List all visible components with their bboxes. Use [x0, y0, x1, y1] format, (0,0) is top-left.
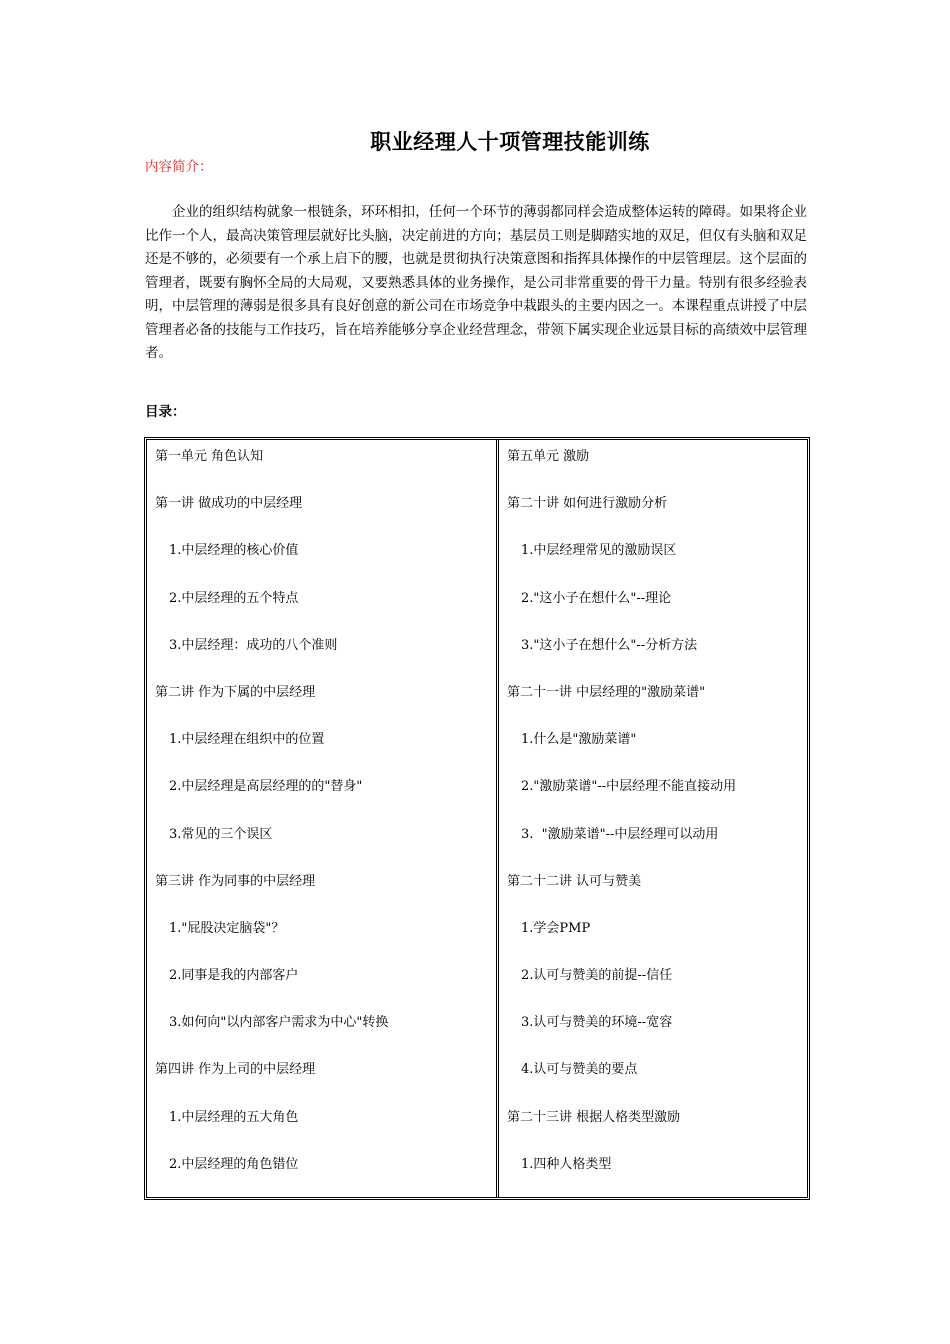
toc-column-right — [499, 440, 807, 1197]
toc-entry: 第一讲 做成功的中层经理 — [155, 496, 303, 512]
toc-entry: 3.常见的三个误区 — [169, 826, 273, 842]
toc-table — [144, 437, 810, 1200]
toc-entry: 3."这小子在想什么"--分析方法 — [521, 637, 698, 653]
toc-entry: 第一单元 角色认知 — [155, 449, 264, 464]
toc-entry: 1.中层经理常见的激励误区 — [521, 543, 677, 559]
toc-entry: 2."激励菜谱"--中层经理不能直接动用 — [521, 779, 737, 795]
toc-entry: 第二十一讲 中层经理的"激励菜谱" — [507, 684, 706, 700]
intro-paragraph: 企业的组织结构就象一根链条，环环相扣，任何一个环节的薄弱都同样会造成整体运转的障碍。如果将企业比作一个人，最高决策管理层就好比头脑，决定前进的方向；基层员工则是脚踏实地的双足，但仅有头脑和双足还是不够的，必须要有一个承上启下的腰，也就是贯彻执行决策意图和指挥具体操作的中层管理层。这个层面的管理者，既要有胸怀全局的大局观，又要熟悉具体的业务操作，是公司非常重要的骨干力量。特别有很多经验表明，中层管理的薄弱是很多具有良好创意的新公司在市场竞争中栽跟头的主要内因之一。本课程重点讲授了中层管理者必备的技能与工作技巧，旨在培养能够分享企业经营理念，带领下属实现企业远景目标的高绩效中层管理者。 — [145, 204, 807, 361]
toc-entry: 第二十讲 如何进行激励分析 — [507, 496, 668, 512]
toc-label: 目录： — [145, 404, 186, 420]
toc-entry: 1.中层经理在组织中的位置 — [169, 732, 325, 748]
toc-entry: 1.学会PMP — [521, 920, 591, 936]
toc-entry: 第二讲 作为下属的中层经理 — [155, 684, 316, 700]
toc-entry: 第五单元 激励 — [507, 449, 590, 464]
toc-entry: 2.同事是我的内部客户 — [169, 968, 299, 984]
toc-entry: 2.中层经理是高层经理的的"替身" — [169, 779, 363, 795]
toc-entry: 3. "激励菜谱"--中层经理可以动用 — [521, 826, 719, 842]
toc-entry: 2.认可与赞美的前提--信任 — [521, 968, 673, 984]
toc-entry: 4.认可与赞美的要点 — [521, 1062, 638, 1078]
toc-entry: 3.如何向"以内部客户需求为中心"转换 — [169, 1015, 389, 1031]
toc-entry: 2.中层经理的五个特点 — [169, 590, 299, 606]
toc-entry: 2.中层经理的角色错位 — [169, 1156, 299, 1172]
toc-entry: 3.中层经理：成功的八个准则 — [169, 637, 338, 653]
intro-label: 内容简介： — [145, 159, 213, 175]
toc-entry: 第三讲 作为同事的中层经理 — [155, 873, 316, 889]
toc-column-left — [147, 440, 499, 1197]
toc-entry: 3.认可与赞美的环境--宽容 — [521, 1015, 673, 1031]
toc-entry: 1."屁股决定脑袋"？ — [169, 920, 285, 936]
toc-entry: 1.什么是"激励菜谱" — [521, 732, 637, 748]
toc-entry: 第二十二讲 认可与赞美 — [507, 873, 642, 889]
toc-entry: 第二十三讲 根据人格类型激励 — [507, 1109, 681, 1125]
toc-entry: 1.中层经理的核心价值 — [169, 543, 299, 559]
toc-entry: 1.中层经理的五大角色 — [169, 1109, 299, 1125]
toc-entry: 1.四种人格类型 — [521, 1156, 612, 1172]
document-title: 职业经理人十项管理技能训练 — [370, 129, 650, 154]
toc-entry: 2."这小子在想什么"--理论 — [521, 590, 672, 606]
toc-entry: 第四讲 作为上司的中层经理 — [155, 1062, 316, 1078]
